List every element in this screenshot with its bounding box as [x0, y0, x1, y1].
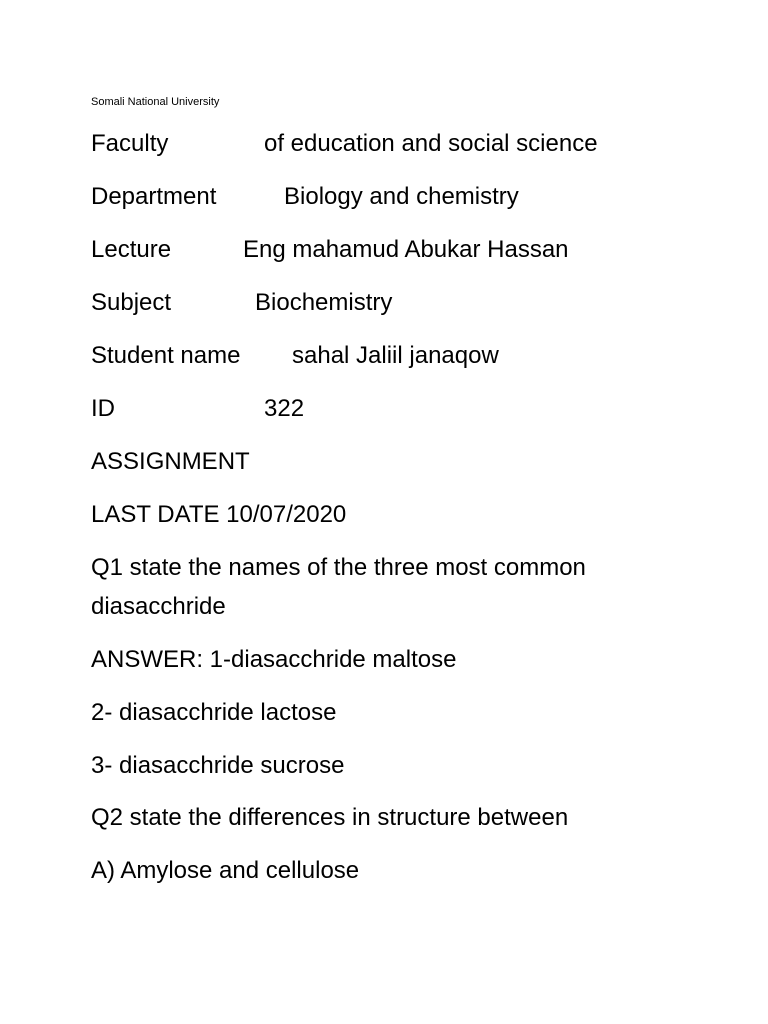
last-date: LAST DATE 10/07/2020: [91, 501, 347, 528]
student-name-value: sahal Jaliil janaqow: [292, 342, 499, 369]
faculty-label: Faculty: [91, 130, 169, 157]
question-2: Q2 state the differences in structure between: [91, 804, 569, 831]
student-name-label: Student name: [91, 342, 241, 369]
assignment-title: ASSIGNMENT: [91, 448, 250, 475]
answer-1: ANSWER: 1-diasacchride maltose: [91, 646, 457, 673]
subject-label: Subject: [91, 289, 172, 316]
department-value: Biology and chemistry: [284, 183, 519, 210]
answer-2: 2- diasacchride lactose: [91, 699, 337, 726]
faculty-value: of education and social science: [264, 130, 598, 157]
question-1-line-2: diasacchride: [91, 593, 226, 620]
subject-value: Biochemistry: [255, 289, 393, 316]
department-label: Department: [91, 183, 217, 210]
id-label: ID: [91, 395, 115, 422]
question-1-line-1: Q1 state the names of the three most common: [91, 554, 586, 581]
id-value: 322: [264, 395, 305, 422]
answer-3: 3- diasacchride sucrose: [91, 752, 345, 779]
lecture-label: Lecture: [91, 236, 172, 263]
question-2-part-a: A) Amylose and cellulose: [91, 857, 360, 884]
university-name: Somali National University: [91, 96, 220, 108]
lecture-value: Eng mahamud Abukar Hassan: [243, 236, 569, 263]
